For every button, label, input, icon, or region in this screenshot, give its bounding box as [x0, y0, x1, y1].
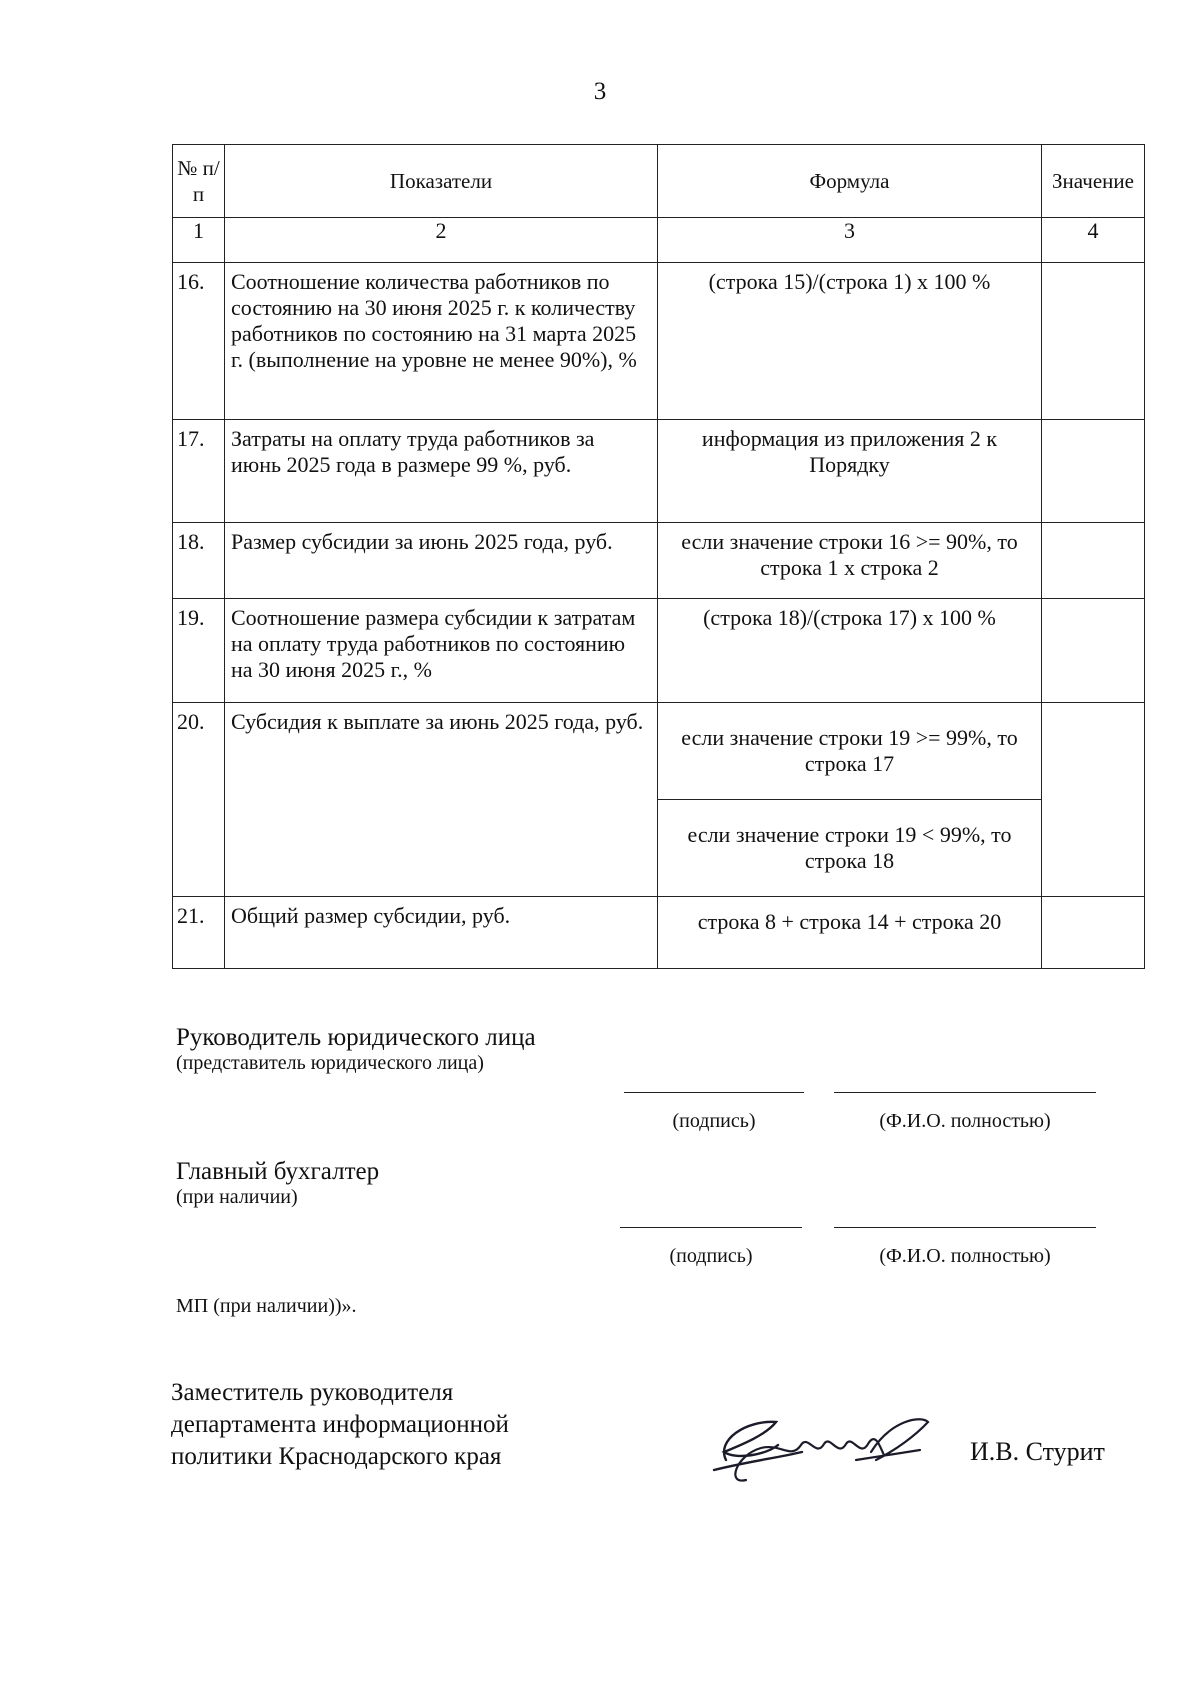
row-value — [1042, 599, 1145, 703]
row-num: 19. — [173, 599, 225, 703]
row-value — [1042, 263, 1145, 420]
row-formula: (строка 18)/(строка 17) х 100 % — [658, 599, 1042, 703]
col-index: 1 — [173, 218, 225, 263]
row-value — [1042, 420, 1145, 523]
head-name-caption: (Ф.И.О. полностью) — [879, 1110, 1051, 1132]
row-formula: если значение строки 19 >= 99%, то строка 17 — [658, 703, 1042, 800]
head-note: (представитель юридического лица) — [176, 1052, 484, 1074]
accountant-signature-block — [176, 1158, 379, 1209]
header-name: Показатели — [225, 145, 658, 218]
row-num: 21. — [173, 897, 225, 969]
row-formula-alt: если значение строки 19 < 99%, то строка 18 — [658, 800, 1042, 897]
accountant-name-line — [834, 1227, 1096, 1228]
page-number: 3 — [593, 78, 607, 105]
col-index: 3 — [658, 218, 1042, 263]
col-index: 4 — [1042, 218, 1145, 263]
accountant-sign-line — [620, 1227, 802, 1228]
handwritten-signature — [706, 1400, 946, 1500]
row-name: Соотношение размера субсидии к затратам на оплату труда работников по состоянию на 30 июня 2025 г., % — [225, 599, 658, 703]
row-num: 17. — [173, 420, 225, 523]
row-num: 16. — [173, 263, 225, 420]
row-name: Общий размер субсидии, руб. — [225, 897, 658, 969]
table-row — [173, 523, 1145, 599]
accountant-title: Главный бухгалтер — [176, 1158, 380, 1185]
official-title-line: Заместитель руководителя — [171, 1379, 454, 1406]
col-index: 2 — [225, 218, 658, 263]
table-row — [173, 599, 1145, 703]
official-title — [171, 1377, 509, 1473]
head-title: Руководитель юридического лица — [176, 1024, 536, 1051]
row-num: 18. — [173, 523, 225, 599]
header-value: Значение — [1042, 145, 1145, 218]
indicators-table — [172, 144, 1145, 969]
table-row — [173, 897, 1145, 969]
accountant-sign-caption: (подпись) — [669, 1245, 753, 1267]
header-formula: Формула — [658, 145, 1042, 218]
row-num: 20. — [173, 703, 225, 897]
row-name: Затраты на оплату труда работников за июнь 2025 года в размере 99 %, руб. — [225, 420, 658, 523]
accountant-note: (при наличии) — [176, 1186, 298, 1208]
table-row — [173, 420, 1145, 523]
accountant-name-caption: (Ф.И.О. полностью) — [879, 1245, 1051, 1267]
table-row — [173, 263, 1145, 420]
row-value — [1042, 897, 1145, 969]
row-formula: если значение строки 16 >= 90%, то строка 1 х строка 2 — [658, 523, 1042, 599]
row-formula: (строка 15)/(строка 1) х 100 % — [658, 263, 1042, 420]
head-sign-caption: (подпись) — [672, 1110, 756, 1132]
head-name-line — [834, 1092, 1096, 1093]
row-name: Субсидия к выплате за июнь 2025 года, руб. — [225, 703, 658, 897]
signer-name: И.В. Стурит — [970, 1437, 1105, 1466]
row-formula: информация из приложения 2 к Порядку — [658, 420, 1042, 523]
header-num: № п/п — [173, 145, 225, 218]
table-row — [173, 703, 1145, 800]
row-name: Размер субсидии за июнь 2025 года, руб. — [225, 523, 658, 599]
table-header-row — [173, 145, 1145, 218]
head-signature-block — [176, 1024, 536, 1075]
official-title-line: политики Краснодарского края — [171, 1443, 502, 1470]
row-value — [1042, 523, 1145, 599]
row-value — [1042, 703, 1145, 897]
row-name: Соотношение количества работников по состоянию на 30 июня 2025 г. к количеству работников по состоянию на 31 марта 2025 г. (выполнение на уровне не менее 90%), % — [225, 263, 658, 420]
head-sign-line — [624, 1092, 804, 1093]
column-index-row — [173, 218, 1145, 263]
stamp-note: МП (при наличии))». — [176, 1295, 357, 1317]
official-title-line: департамента информационной — [171, 1411, 509, 1438]
row-formula: строка 8 + строка 14 + строка 20 — [658, 897, 1042, 969]
